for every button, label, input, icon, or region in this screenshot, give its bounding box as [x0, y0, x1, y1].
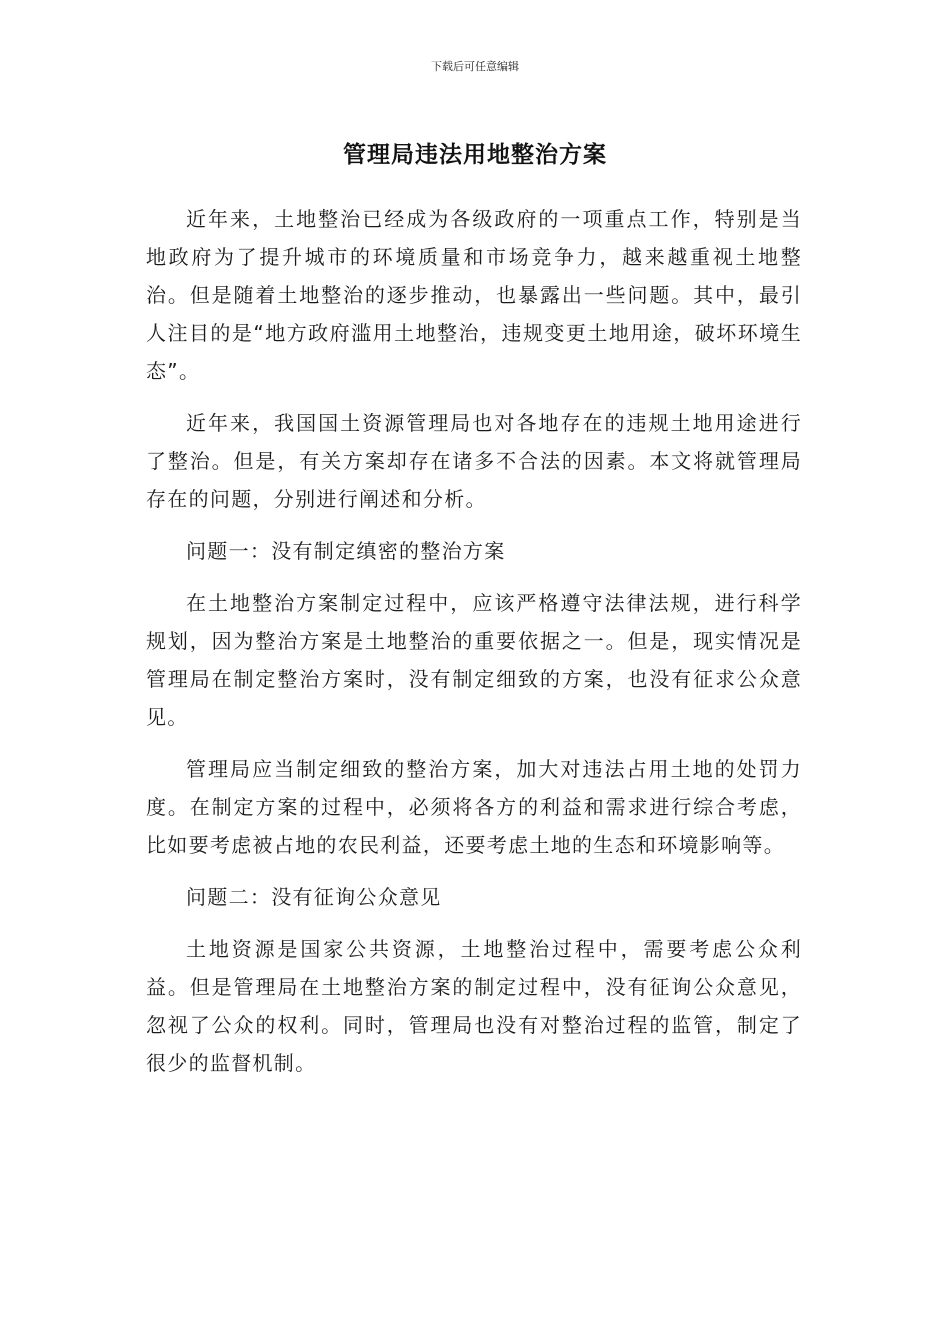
- document-title: 管理局违法用地整治方案: [343, 142, 607, 168]
- issue-one-heading: 问题一：没有制定缜密的整治方案: [186, 539, 506, 563]
- paragraph-background: 近年来，我国国土资源管理局也对各地存在的违规土地用途进行了整治。但是，有关方案却存在诸多不合法的因素。本文将就管理局存在的问题，分别进行阐述和分析。: [146, 411, 802, 511]
- paragraph-intro: 近年来，土地整治已经成为各级政府的一项重点工作，特别是当地政府为了提升城市的环境质量和市场竞争力，越来越重视土地整治。但是随着土地整治的逐步推动，也暴露出一些问题。其中，最引人注目的是“地方政府滥用土地整治，违规变更土地用途，破坏环境生态”。: [146, 207, 802, 383]
- document-body: [146, 200, 802, 1096]
- paragraph-issue-two-detail: 土地资源是国家公共资源，土地整治过程中，需要考虑公众利益。但是管理局在土地整治方案的制定过程中，没有征询公众意见，忽视了公众的权利。同时，管理局也没有对整治过程的监管，制定了很少的监督机制。: [146, 937, 802, 1075]
- issue-two-heading: 问题二：没有征询公众意见: [186, 885, 442, 909]
- paragraph-issue-one-recommendation: 管理局应当制定细致的整治方案，加大对违法占用土地的处罚力度。在制定方案的过程中，必须将各方的利益和需求进行综合考虑，比如要考虑被占地的农民利益，还要考虑土地的生态和环境影响等。: [146, 757, 802, 857]
- header-note: 下载后可任意编辑: [431, 60, 519, 73]
- paragraph-issue-one-detail: 在土地整治方案制定过程中，应该严格遵守法律法规，进行科学规划，因为整治方案是土地整治的重要依据之一。但是，现实情况是管理局在制定整治方案时，没有制定细致的方案，也没有征求公众意见。: [146, 591, 802, 729]
